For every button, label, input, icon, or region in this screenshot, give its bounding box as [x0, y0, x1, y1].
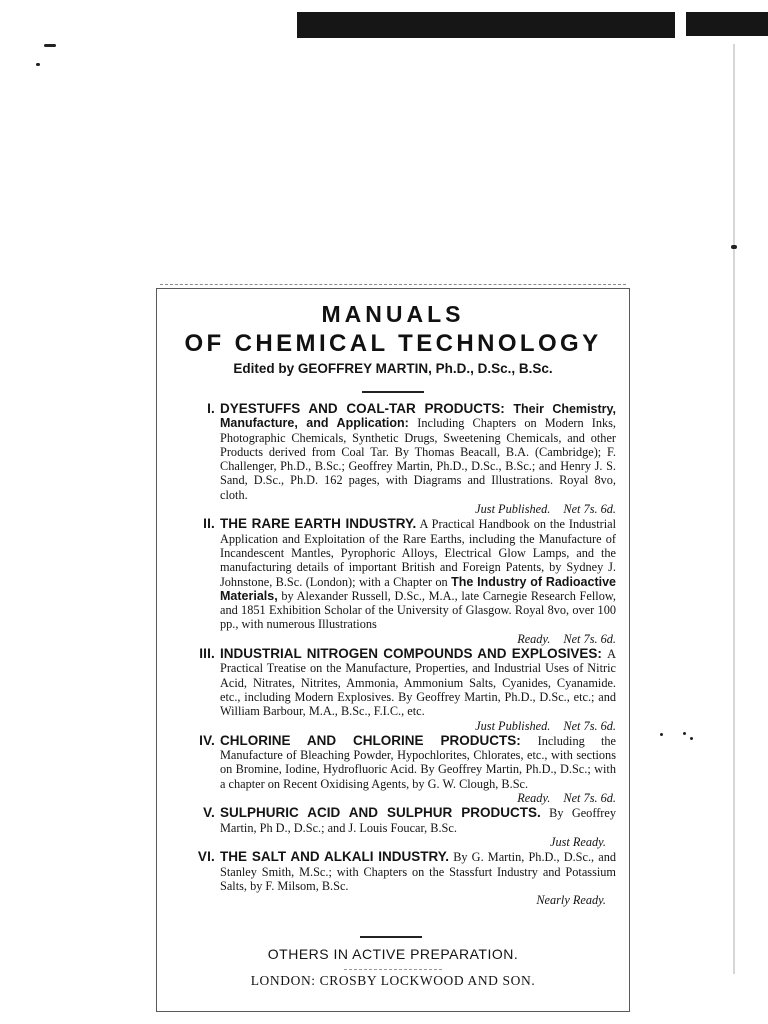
- list-item: IV. CHLORINE AND CHLORINE PRODUCTS: Including the Manufacture of Bleaching Powder, Hypochlorites, Chlorates, etc., with sections on Bromine, Iodine, Hydrofluoric Acid. By Geoffrey Martin, Ph.D., D.Sc.; with a chapter on Recent Oxidising Agents, by G. W. Clough, B.Sc. Ready. Net 7s. 6d.: [170, 734, 616, 805]
- entry-price: Net 7s. 6d.: [563, 791, 616, 806]
- entry-description: By Geoffrey Martin, Ph D., D.Sc.; and J. Louis Foucar, B.Sc.: [220, 806, 616, 835]
- entry-price: Net 7s. 6d.: [563, 718, 616, 733]
- entry-status: Ready.: [517, 631, 551, 646]
- entry-description: Including the Manufacture of Bleaching Powder, Hypochlorites, Chlorates, etc., with sections on Bromine, Iodine, Hydrofluoric Acid. By Geoffrey Martin, Ph.D., D.Sc.; with a chapter on Recent Oxidising Agents, by G. W. Clough, B.Sc.: [220, 733, 616, 791]
- entry-availability: [220, 835, 616, 849]
- entry-availability: [220, 632, 616, 646]
- publisher-dash: [344, 969, 442, 970]
- entry-description: By G. Martin, Ph.D., D.Sc., and Stanley Smith, M.Sc.; with Chapters on the Stassfurt Industry and Potassium Salts, by F. Milsom, B.Sc.: [220, 850, 617, 893]
- entry-heading: THE SALT AND ALKALI INDUSTRY.: [220, 849, 450, 865]
- entry-heading: SULPHURIC ACID AND SULPHUR PRODUCTS.: [220, 805, 541, 821]
- entry-heading: CHLORINE AND CHLORINE PRODUCTS: [220, 732, 517, 748]
- entry-status: Nearly Ready.: [536, 893, 606, 908]
- entry-subheading: Their Chemistry, Manufacture, and Application: [220, 402, 616, 431]
- entry-number: V.: [203, 805, 215, 821]
- entry-heading: INDUSTRIAL NITROGEN COMPOUNDS AND EXPLOSIVES: [220, 646, 598, 662]
- title-line-2: OF CHEMICAL TECHNOLOGY: [184, 330, 602, 357]
- frame-top-dash: [160, 284, 626, 285]
- entry-number: I.: [207, 401, 215, 416]
- scan-speck: [690, 737, 693, 740]
- entry-status: Just Published.: [475, 718, 551, 733]
- list-item: [170, 850, 616, 907]
- scan-speck: [731, 245, 737, 249]
- scan-speck: [44, 44, 56, 47]
- entry-status: Just Published.: [475, 502, 551, 517]
- others-in-preparation: OTHERS IN ACTIVE PREPARATION.: [267, 946, 519, 962]
- entry-status: Just Ready.: [549, 834, 606, 849]
- list-item: [170, 806, 616, 849]
- entry-availability: [220, 893, 616, 907]
- entry-number: IV.: [199, 732, 215, 748]
- entry-availability: [220, 791, 616, 805]
- entry-heading: THE RARE EARTH INDUSTRY.: [220, 516, 417, 532]
- footer-rule: [360, 936, 422, 938]
- entry-description: A Practical Treatise on the Manufacture, Properties, and Industrial Uses of Nitric Acid, Nitrates, Nitrites, Ammonia, Ammonium Salts, Cyanides, Cyanamide. etc., including Modern Explosives. By Geoffrey Martin, Ph.D., D.Sc., etc.; and William Barbour, M.A., B.Sc., F.I.C., etc.: [220, 647, 616, 719]
- entry-price: Net 7s. 6d.: [563, 502, 616, 517]
- entry-description: A Practical Handbook on the Industrial Application and Exploitation of the Rare Earths, including the Manufacture of Incandescent Mantles, Pyrophoric Alloys, Electrical Glow Lamps, and the manufacturing details of important British and Foreign Patents, by Sydney J. Johnstone, B.Sc. (London); with a Chapter on: [220, 517, 616, 589]
- entry-number: III.: [199, 646, 215, 662]
- entry-description: Including Chapters on Modern Inks, Photographic Chemicals, Synthetic Drugs, Sweetening Chemicals, and other Products derived from Coal Tar. By Thomas Beacall, B.A. (Cambridge); F. Challenger, Ph.D., B.Sc.; Geoffrey Martin, Ph.D., D.Sc., B.Sc.; and Henry J. S. Sand, D.Sc., Ph.D. 162 pages, with Diagrams and Illustrations. Royal 8vo, cloth.: [220, 416, 616, 502]
- entry-availability: [220, 502, 616, 516]
- entry-status: Ready.: [517, 791, 551, 806]
- scan-edge-line: [733, 44, 735, 974]
- entry-number: VI.: [197, 849, 215, 865]
- editor-line: Edited by GEOFFREY MARTIN, Ph.D., D.Sc., B.Sc.: [233, 361, 553, 376]
- entry-price: Net 7s. 6d.: [563, 631, 616, 646]
- series-list: [170, 402, 616, 907]
- entry-subheading: The Industry of Radioactive Materials,: [220, 574, 616, 603]
- scan-speck: [660, 733, 663, 736]
- list-item: [170, 517, 616, 646]
- list-item: I. DYESTUFFS AND COAL-TAR PRODUCTS: Their Chemistry, Manufacture, and Application: Including Chapters on Modern Inks, Photographic Chemicals, Synthetic Drugs, Sweetening Chemicals, and other Products derived from Coal Tar. By Thomas Beacall, B.A. (Cambridge); F. Challenger, Ph.D., B.Sc.; Geoffrey Martin, Ph.D., D.Sc., B.Sc.; and Henry J. S. Sand, D.Sc., Ph.D. 162 pages, with Diagrams and Illustrations. Royal 8vo, cloth. Just Published. Net 7s. 6d.: [170, 402, 616, 516]
- scan-speck: [36, 63, 40, 66]
- entry-heading: DYESTUFFS AND COAL-TAR PRODUCTS: [220, 401, 501, 416]
- entry-number: II.: [203, 516, 215, 532]
- publisher-line: LONDON: CROSBY LOCKWOOD AND SON.: [250, 973, 536, 988]
- title-rule: [362, 391, 424, 393]
- title-line-1: MANUALS: [321, 301, 465, 327]
- list-item: III. INDUSTRIAL NITROGEN COMPOUNDS AND EXPLOSIVES: A Practical Treatise on the Manufacture, Properties, and Industrial Uses of Nitric Acid, Nitrates, Nitrites, Ammonia, Ammonium Salts, Cyanides, Cyanamide. etc., including Modern Explosives. By Geoffrey Martin, Ph.D., D.Sc., etc.; and William Barbour, M.A., B.Sc., F.I.C., etc. Just Published. Net 7s. 6d.: [170, 647, 616, 733]
- entry-availability: [220, 719, 616, 733]
- entry-description-continued: by Alexander Russell, D.Sc., M.A., late Carnegie Research Fellow, and 1851 Exhibition Scholar of the University of Glasgow. Royal 8vo, over 100 pp., with numerous Illustrations: [220, 588, 616, 632]
- scan-dark-bar-right: [686, 12, 768, 36]
- scan-speck: [683, 732, 686, 735]
- scan-dark-bar-left: [297, 12, 675, 38]
